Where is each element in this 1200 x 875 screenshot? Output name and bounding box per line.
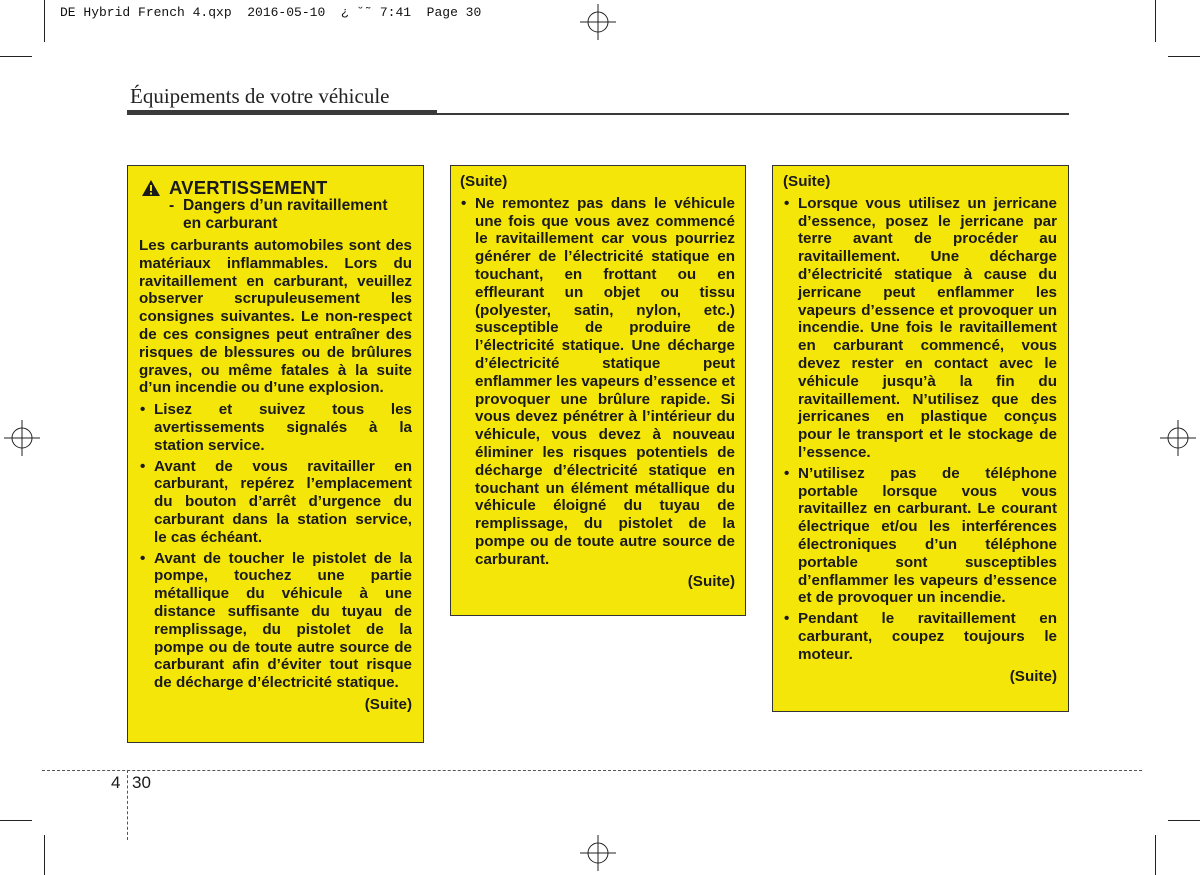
- crop-mark-top-right-v: [1155, 0, 1156, 42]
- crop-mark-bottom-right-v: [1155, 835, 1156, 875]
- registration-mark-right-icon: [1160, 420, 1196, 456]
- warning-subtitle: [169, 197, 412, 233]
- section-number: 4: [111, 773, 121, 792]
- title-rule: [127, 110, 437, 115]
- list-item: • Lisez et suivez tous les avertissements signalés à la station service.: [139, 401, 412, 454]
- section-title: Équipements de votre véhicule: [130, 84, 390, 108]
- warning-bullet-list: [139, 401, 412, 692]
- warning-bullet-list: [460, 195, 735, 569]
- list-item: • Pendant le ravitaillement en carburant, coupez toujours le moteur.: [783, 610, 1057, 663]
- registration-mark-top-icon: [580, 4, 616, 40]
- warning-box-2: [450, 165, 746, 616]
- continued-from-label: (Suite): [783, 173, 831, 190]
- list-item: • N’utilisez pas de téléphone portable lorsque vous vous ravitaillez en carburant. Le courant électrique et/ou les interférences électroniques d’un téléphone portable sont susceptibles d’enflammer les vapeurs d’essence et de provoquer un incendie.: [783, 465, 1057, 607]
- crop-mark-top-left-h: [0, 56, 32, 57]
- page-number: 30: [132, 773, 151, 792]
- warning-intro: Les carburants automobiles sont des matériaux inflammables. Lors du ravitaillement en carburant, veuillez observer scrupuleusement les consignes suivantes. Le non-respect de ces consignes peut entraîner des risques de blessures ou de brûlures graves, ou même fatales à la suite d’un incendie ou d’une explosion.: [139, 237, 412, 397]
- title-rule-extension: [437, 113, 1069, 115]
- warning-box-3: [772, 165, 1069, 712]
- continued-label: (Suite): [1009, 667, 1057, 685]
- warning-triangle-icon: [141, 179, 161, 197]
- print-header: DE Hybrid French 4.qxp 2016-05-10 ¿ ˘˜ 7:41 Page 30: [60, 5, 482, 20]
- registration-mark-left-icon: [4, 420, 40, 456]
- crop-mark-bottom-left-v: [44, 835, 45, 875]
- crop-mark-bottom-left-h: [0, 820, 32, 821]
- continued-label: (Suite): [687, 572, 735, 590]
- footer-divider: [42, 770, 1142, 771]
- list-item: • Avant de vous ravitailler en carburant, repérez l’emplacement du bouton d’arrêt d’urgence du carburant dans la station service, le cas échéant.: [139, 458, 412, 547]
- warning-subtitle-line1: Dangers d’un ravitaillement: [183, 197, 388, 214]
- list-item: • Ne remontez pas dans le véhicule une fois que vous avez commencé le ravitaillement car vous pourriez générer de l’électricité statique en touchant, en frottant ou en effleurant un objet ou tissu (polyester, satin, nylon, etc.) susceptible de produire de l’électricité statique. Une décharge d’électricité statique peut enflammer les vapeurs d’essence et provoquer une brûlure rapide. Si vous devez pénétrer à l’intérieur du véhicule, vous devez à nouveau éliminer les risques potentiels de décharge d’électricité statique en touchant un élément métallique du véhicule éloigné du tuyau de remplissage, du pistolet de la pompe ou de toute autre source de carburant.: [460, 195, 735, 569]
- footer-vertical-divider: [127, 770, 128, 840]
- warning-subtitle-dash: -: [169, 197, 175, 214]
- list-item: • Lorsque vous utilisez un jerricane d’essence, posez le jerricane par terre avant de procéder au ravitaillement. Une décharge d’électricité statique à cause du jerricane peut enflammer les vapeurs d’essence et provoquer un incendie. Une fois le ravitaillement en carburant commencé, vous devez rester en contact avec le véhicule jusqu’à la fin du ravitaillement. N’utilisez que des jerricanes en plastique conçus pour le transport et le stockage de l’essence.: [783, 195, 1057, 462]
- registration-mark-bottom-icon: [580, 835, 616, 871]
- continued-from-label: (Suite): [460, 173, 508, 190]
- crop-mark-top-left-v: [44, 0, 45, 42]
- warning-title: AVERTISSEMENT: [169, 177, 328, 199]
- warning-box-1: [127, 165, 424, 743]
- crop-mark-bottom-right-h: [1168, 820, 1200, 821]
- warning-subtitle-line2: en carburant: [183, 215, 278, 232]
- list-item: • Avant de toucher le pistolet de la pompe, touchez une partie métallique du véhicule à une distance suffisante du tuyau de remplissage, du pistolet de la pompe ou de toute autre source de carburant afin d’éviter tout risque de décharge d’électricité statique.: [139, 550, 412, 692]
- crop-mark-top-right-h: [1168, 56, 1200, 57]
- warning-bullet-list: [783, 195, 1057, 664]
- continued-label: (Suite): [364, 695, 412, 713]
- warning-header: [141, 179, 412, 197]
